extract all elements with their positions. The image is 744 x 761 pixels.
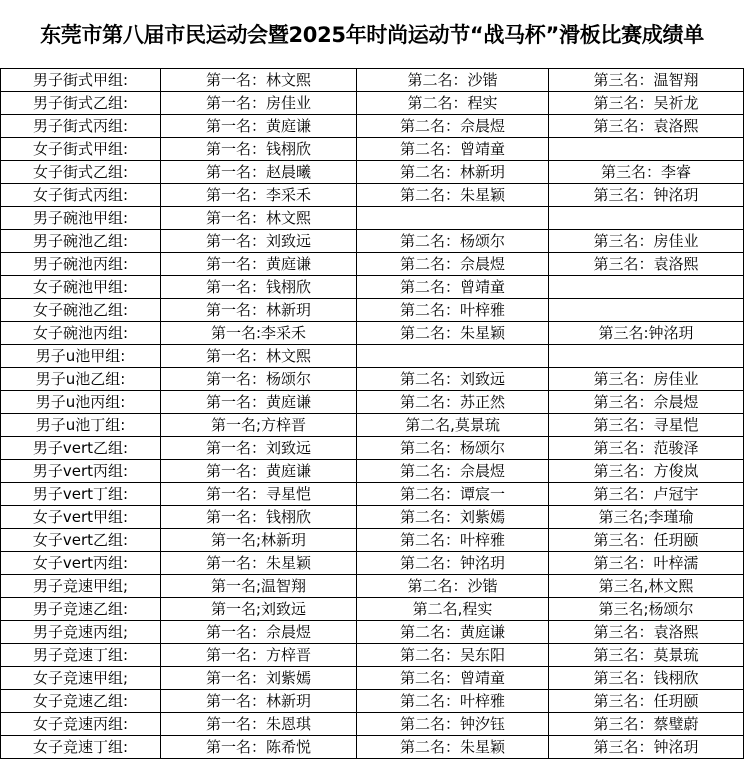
- group-cell: 男子碗池丙组:: [1, 253, 161, 276]
- group-cell: 男子碗池乙组:: [1, 230, 161, 253]
- results-table: [0, 68, 744, 759]
- table-row: [1, 322, 744, 345]
- second-place-cell: 第二名：曾靖童: [357, 138, 549, 161]
- third-place-cell: 第三名：袁洛熙: [549, 621, 744, 644]
- second-place-cell: 第二名：吴东阳: [357, 644, 549, 667]
- third-place-cell: 第三名：卢冠宇: [549, 483, 744, 506]
- second-place-cell: 第二名：钟汐钰: [357, 713, 549, 736]
- first-place-cell: 第一名：佘晨煜: [161, 621, 357, 644]
- second-place-cell: 第二名：朱星颖: [357, 322, 549, 345]
- third-place-cell: 第三名：莫景琉: [549, 644, 744, 667]
- third-place-cell: 第三名：李睿: [549, 161, 744, 184]
- table-row: [1, 736, 744, 759]
- first-place-cell: 第一名：刘紫嫣: [161, 667, 357, 690]
- third-place-cell: 第三名：袁洛熙: [549, 253, 744, 276]
- third-place-cell: 第三名：叶梓濡: [549, 552, 744, 575]
- first-place-cell: 第一名：李采禾: [161, 184, 357, 207]
- table-row: [1, 667, 744, 690]
- first-place-cell: 第一名;林新玥: [161, 529, 357, 552]
- first-place-cell: 第一名：钱栩欣: [161, 506, 357, 529]
- second-place-cell: 第二名：佘晨煜: [357, 115, 549, 138]
- second-place-cell: [357, 207, 549, 230]
- first-place-cell: 第一名：黄庭谦: [161, 115, 357, 138]
- first-place-cell: 第一名：方梓晋: [161, 644, 357, 667]
- second-place-cell: 第二名：曾靖童: [357, 276, 549, 299]
- first-place-cell: 第一名：房佳业: [161, 92, 357, 115]
- table-row: [1, 368, 744, 391]
- group-cell: 男子竞速丁组:: [1, 644, 161, 667]
- first-place-cell: 第一名;温智翔: [161, 575, 357, 598]
- table-row: [1, 92, 744, 115]
- third-place-cell: 第三名：房佳业: [549, 230, 744, 253]
- first-place-cell: 第一名：朱恩琪: [161, 713, 357, 736]
- group-cell: 男子竞速甲组;: [1, 575, 161, 598]
- table-row: [1, 552, 744, 575]
- group-cell: 女子竞速乙组:: [1, 690, 161, 713]
- third-place-cell: 第三名：方俊岚: [549, 460, 744, 483]
- table-row: [1, 460, 744, 483]
- first-place-cell: 第一名：林文熙: [161, 69, 357, 92]
- third-place-cell: [549, 138, 744, 161]
- first-place-cell: 第一名：林文熙: [161, 345, 357, 368]
- group-cell: 男子vert丁组:: [1, 483, 161, 506]
- third-place-cell: 第三名：寻星恺: [549, 414, 744, 437]
- first-place-cell: 第一名：朱星颖: [161, 552, 357, 575]
- table-row: [1, 713, 744, 736]
- table-row: [1, 644, 744, 667]
- table-row: [1, 184, 744, 207]
- group-cell: 男子vert丙组:: [1, 460, 161, 483]
- first-place-cell: 第一名：刘致远: [161, 230, 357, 253]
- table-row: [1, 391, 744, 414]
- third-place-cell: [549, 345, 744, 368]
- third-place-cell: 第三名：房佳业: [549, 368, 744, 391]
- group-cell: 女子碗池乙组:: [1, 299, 161, 322]
- first-place-cell: 第一名：黄庭谦: [161, 391, 357, 414]
- group-cell: 女子街式甲组:: [1, 138, 161, 161]
- table-row: [1, 230, 744, 253]
- second-place-cell: 第二名：谭宸一: [357, 483, 549, 506]
- group-cell: 女子街式乙组:: [1, 161, 161, 184]
- group-cell: 男子碗池甲组:: [1, 207, 161, 230]
- table-row: [1, 138, 744, 161]
- group-cell: 男子街式乙组:: [1, 92, 161, 115]
- first-place-cell: 第一名：赵晨曦: [161, 161, 357, 184]
- third-place-cell: 第三名：袁洛熙: [549, 115, 744, 138]
- group-cell: 男子u池甲组:: [1, 345, 161, 368]
- second-place-cell: 第二名：程实: [357, 92, 549, 115]
- first-place-cell: 第一名：黄庭谦: [161, 253, 357, 276]
- second-place-cell: 第二名：叶梓雅: [357, 529, 549, 552]
- third-place-cell: 第三名：蔡璧蔚: [549, 713, 744, 736]
- third-place-cell: 第三名：佘晨煜: [549, 391, 744, 414]
- third-place-cell: 第三名：钱栩欣: [549, 667, 744, 690]
- first-place-cell: 第一名:李采禾: [161, 322, 357, 345]
- third-place-cell: 第三名：钟洺玥: [549, 184, 744, 207]
- third-place-cell: 第三名：范骏泽: [549, 437, 744, 460]
- second-place-cell: 第二名：叶梓雅: [357, 690, 549, 713]
- third-place-cell: [549, 276, 744, 299]
- second-place-cell: [357, 345, 549, 368]
- table-row: [1, 483, 744, 506]
- second-place-cell: 第二名,莫景琉: [357, 414, 549, 437]
- third-place-cell: 第三名：温智翔: [549, 69, 744, 92]
- first-place-cell: 第一名：寻星恺: [161, 483, 357, 506]
- first-place-cell: 第一名：钱栩欣: [161, 138, 357, 161]
- group-cell: 男子vert乙组:: [1, 437, 161, 460]
- first-place-cell: 第一名：陈希悦: [161, 736, 357, 759]
- table-row: [1, 207, 744, 230]
- third-place-cell: 第三名,林文熙: [549, 575, 744, 598]
- second-place-cell: 第二名：佘晨煜: [357, 460, 549, 483]
- second-place-cell: 第二名,程实: [357, 598, 549, 621]
- table-row: [1, 690, 744, 713]
- second-place-cell: 第二名：林新玥: [357, 161, 549, 184]
- group-cell: 男子u池丁组:: [1, 414, 161, 437]
- table-row: [1, 575, 744, 598]
- second-place-cell: 第二名：黄庭谦: [357, 621, 549, 644]
- group-cell: 男子竞速丙组;: [1, 621, 161, 644]
- first-place-cell: 第一名：黄庭谦: [161, 460, 357, 483]
- first-place-cell: 第一名;刘致远: [161, 598, 357, 621]
- third-place-cell: [549, 207, 744, 230]
- first-place-cell: 第一名：林新玥: [161, 299, 357, 322]
- first-place-cell: 第一名;方梓晋: [161, 414, 357, 437]
- group-cell: 女子vert乙组:: [1, 529, 161, 552]
- second-place-cell: 第二名：叶梓雅: [357, 299, 549, 322]
- results-title: 东莞市第八届市民运动会暨2025年时尚运动节“战马杯”滑板比赛成绩单: [40, 23, 704, 47]
- group-cell: 女子vert甲组:: [1, 506, 161, 529]
- group-cell: 女子vert丙组:: [1, 552, 161, 575]
- first-place-cell: 第一名：刘致远: [161, 437, 357, 460]
- table-row: [1, 253, 744, 276]
- group-cell: 女子竞速甲组;: [1, 667, 161, 690]
- table-row: [1, 506, 744, 529]
- third-place-cell: 第三名：钟洺玥: [549, 736, 744, 759]
- third-place-cell: 第三名：任玥颐: [549, 690, 744, 713]
- group-cell: 女子碗池丙组:: [1, 322, 161, 345]
- table-row: [1, 299, 744, 322]
- second-place-cell: 第二名：杨颂尔: [357, 437, 549, 460]
- table-row: [1, 161, 744, 184]
- second-place-cell: 第二名：刘致远: [357, 368, 549, 391]
- third-place-cell: 第三名:钟洺玥: [549, 322, 744, 345]
- third-place-cell: [549, 299, 744, 322]
- first-place-cell: 第一名：钱栩欣: [161, 276, 357, 299]
- first-place-cell: 第一名：杨颂尔: [161, 368, 357, 391]
- group-cell: 男子u池丙组:: [1, 391, 161, 414]
- group-cell: 男子u池乙组:: [1, 368, 161, 391]
- second-place-cell: 第二名：佘晨煜: [357, 253, 549, 276]
- second-place-cell: 第二名：沙锴: [357, 69, 549, 92]
- second-place-cell: 第二名：曾靖童: [357, 667, 549, 690]
- group-cell: 女子街式丙组:: [1, 184, 161, 207]
- second-place-cell: 第二名：钟洺玥: [357, 552, 549, 575]
- table-row: [1, 529, 744, 552]
- group-cell: 男子街式甲组:: [1, 69, 161, 92]
- third-place-cell: 第三名;李瑾瑜: [549, 506, 744, 529]
- group-cell: 女子碗池甲组:: [1, 276, 161, 299]
- second-place-cell: 第二名：苏正然: [357, 391, 549, 414]
- second-place-cell: 第二名：刘紫嫣: [357, 506, 549, 529]
- table-row: [1, 598, 744, 621]
- first-place-cell: 第一名：林新玥: [161, 690, 357, 713]
- second-place-cell: 第二名：杨颂尔: [357, 230, 549, 253]
- table-row: [1, 276, 744, 299]
- first-place-cell: 第一名：林文熙: [161, 207, 357, 230]
- group-cell: 男子竞速乙组:: [1, 598, 161, 621]
- second-place-cell: 第二名：朱星颖: [357, 184, 549, 207]
- group-cell: 女子竞速丁组:: [1, 736, 161, 759]
- table-row: [1, 414, 744, 437]
- third-place-cell: 第三名：吴祈龙: [549, 92, 744, 115]
- table-row: [1, 345, 744, 368]
- table-row: [1, 115, 744, 138]
- second-place-cell: 第二名：朱星颖: [357, 736, 549, 759]
- third-place-cell: 第三名;杨颂尔: [549, 598, 744, 621]
- second-place-cell: 第二名：沙锴: [357, 575, 549, 598]
- third-place-cell: 第三名：任玥颐: [549, 529, 744, 552]
- table-row: [1, 69, 744, 92]
- group-cell: 男子街式丙组:: [1, 115, 161, 138]
- table-row: [1, 437, 744, 460]
- group-cell: 女子竞速丙组:: [1, 713, 161, 736]
- table-row: [1, 621, 744, 644]
